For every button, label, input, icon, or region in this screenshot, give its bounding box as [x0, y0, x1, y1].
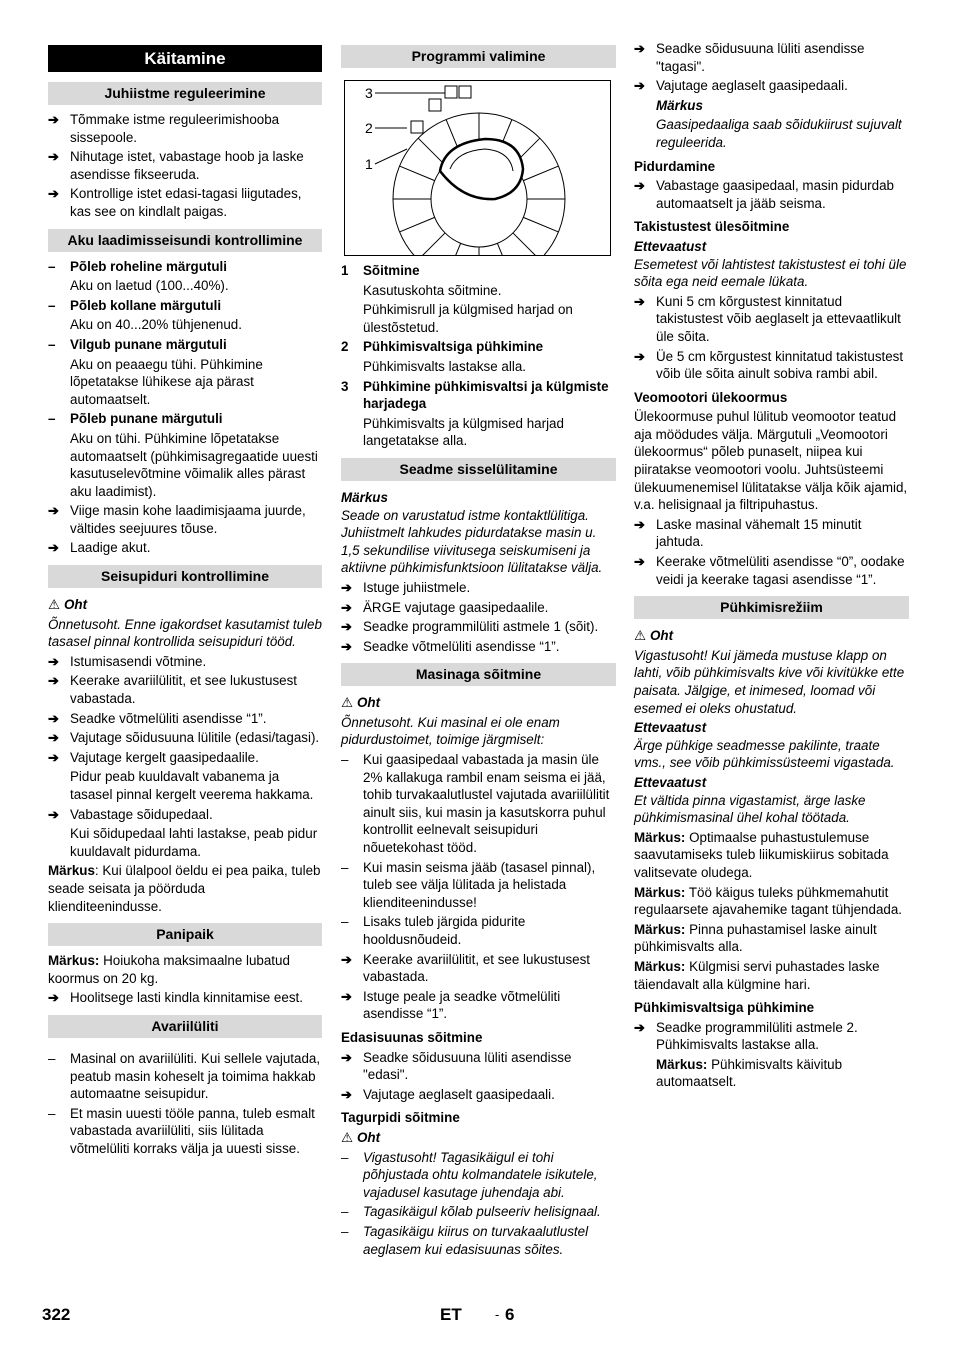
- step: ➔ Keerake võtmelüliti asendisse “0”, oodake veidi ja keerake tagasi asendisse “1”.: [634, 553, 909, 588]
- warning-label: ⚠ Oht: [634, 628, 674, 644]
- legend-item: 2 Pühkimisvaltsiga pühkimine: [341, 339, 544, 355]
- step: ➔ Kuni 5 cm kõrgustest kinnitatud takistustest võib aeglaselt ja ettevaatlikult üle sõita.: [634, 293, 909, 346]
- subheading: Pidurdamine: [634, 158, 716, 174]
- note: Märkus: Külgmisi servi puhastades laske täiendavalt alla külgmine hari.: [634, 958, 880, 992]
- note-label: Märkus: [341, 489, 388, 505]
- step: ➔ Seadke võtmelüliti asendisse “1”.: [341, 638, 616, 656]
- caution-label: Ettevaatust: [634, 774, 707, 790]
- dial-label-1: 1: [365, 156, 373, 172]
- warning-icon: ⚠: [48, 597, 61, 613]
- caution-text: Esemetest või lahtistest takistustest ei tohi üle sõita ega neid eemale lükata.: [634, 256, 907, 290]
- step: ➔ Seadke sõidusuuna lüliti asendisse "edasi".: [341, 1049, 616, 1084]
- list-text: Aku on tühi. Pühkimine lõpetatakse automaatselt (pühkimisagregaatide uuesti kasutuselevõtmine võimalik alles pärast aku laadimist).: [70, 430, 318, 499]
- section-heading: Panipaik: [48, 923, 322, 946]
- language-code: ET: [440, 1305, 462, 1324]
- column-1: [48, 45, 322, 1160]
- selector-dial-illustration: [345, 81, 610, 255]
- section-heading: Pühkimisrežiim: [634, 596, 909, 619]
- warning-icon: ⚠: [341, 695, 354, 711]
- note: Märkus: Töö käigus tuleks pühkmemahutit regulaarsete ajavahemike tagant tühjendada.: [634, 884, 903, 918]
- step: ➔ Laske masinal vähemalt 15 minutit jahtuda.: [634, 516, 909, 551]
- list-item: – Lisaks tuleb järgida pidurite hooldusnõudeid.: [341, 913, 616, 948]
- warning-label: ⚠ Oht: [341, 1129, 381, 1145]
- legend-text: Kasutuskohta sõitmine.: [363, 282, 502, 298]
- section-heading: Programmi valimine: [341, 45, 616, 68]
- warning-icon: ⚠: [341, 1129, 354, 1145]
- list-item: – Vilgub punane märgutuli: [48, 336, 322, 354]
- step: ➔ Istuge juhiistmele.: [341, 579, 616, 597]
- step: ➔ Laadige akut.: [48, 539, 322, 557]
- caution-label: Ettevaatust: [634, 238, 707, 254]
- step: ➔ Seadke programmilüliti astmele 1 (sõit).: [341, 618, 616, 636]
- subheading: Pühkimisvaltsiga pühkimine: [634, 1000, 815, 1016]
- section-page-number: 6: [505, 1305, 515, 1324]
- subheading: Edasisuunas sõitmine: [341, 1029, 483, 1045]
- section-heading: Avariilüliti: [48, 1015, 322, 1038]
- step: ➔ Vajutage aeglaselt gaasipedaali.: [634, 77, 909, 95]
- step: ➔ Vajutage kergelt gaasipedaalile.: [48, 749, 322, 767]
- list-item: – Et masin uuesti tööle panna, tuleb esmalt vabastada avariilüliti, siis lülitada võtmelüliti korraks välja ja uuesti sisse.: [48, 1105, 322, 1158]
- note: Märkus: Hoiukoha maksimaalne lubatud koormus on 20 kg.: [48, 953, 290, 986]
- step: ➔ Keerake avariilülitit, et see lukustusest vabastada.: [48, 672, 322, 707]
- list-text: Aku on peaaegu tühi. Pühkimine lõpetatakse lühikese aja pärast automaatselt.: [70, 356, 263, 407]
- warning-label: ⚠ Oht: [48, 597, 88, 613]
- legend-text: Pühkimisvalts lastakse alla.: [363, 358, 526, 374]
- footer-separator: -: [495, 1307, 500, 1322]
- step: ➔ Kontrollige istet edasi-tagasi liigutades, kas see on kindlalt paigas.: [48, 185, 322, 220]
- step: ➔ Viige masin kohe laadimisjaama juurde, vältides seejuures tõuse.: [48, 502, 322, 537]
- list-text: Aku on laetud (100...40%).: [70, 278, 229, 294]
- list-item: – Põleb punane märgutuli: [48, 410, 322, 428]
- legend-item: 1 Sõitmine: [341, 263, 420, 278]
- page-number: 322: [42, 1305, 71, 1324]
- note: Märkus: Pühkimisvalts käivitub automaatselt.: [656, 1056, 843, 1090]
- list-item: – Põleb roheline märgutuli: [48, 258, 322, 276]
- note: Märkus: Optimaalse puhastustulemuse saavutamiseks tuleb liikumiskiirus sobitada valitsevate oludega.: [634, 829, 889, 880]
- step: ➔ Üe 5 cm kõrgustest kinnitatud takistustest võib üle sõita ainult sobiva rambi abil.: [634, 348, 909, 383]
- note: Märkus: Kui ülalpool öeldu ei pea paika, tuleb seade seisata ja pöörduda klienditeenindusse.: [48, 863, 321, 914]
- note-label: Märkus: [656, 97, 703, 113]
- section-heading: Masinaga sõitmine: [341, 663, 616, 686]
- note-text: Seade on varustatud istme kontaktlülitiga. Juhiistmelt lahkudes pidurdatakse masin u. 1,5 sekundilise viivitusega seiskumiseni ja aktiivne pühkimisfunktsioon lülitatakse välja.: [341, 507, 603, 576]
- note-text: Gaasipedaaliga saab sõidukiirust sujuvalt reguleerida.: [656, 117, 902, 150]
- step: ➔ Seadke programmilüliti astmele 2. Pühkimisvalts lastakse alla.: [634, 1019, 909, 1054]
- dial-label-3: 3: [365, 85, 373, 101]
- column-2: [341, 45, 616, 1260]
- note: Märkus: Pinna puhastamisel laske ainult pühkimisvalts alla.: [634, 921, 877, 955]
- step: ➔ Hoolitsege lasti kindla kinnitamise eest.: [48, 989, 322, 1007]
- section-heading: Seadme sisselülitamine: [341, 458, 616, 481]
- step: ➔ Seadke võtmelüliti asendisse “1”.: [48, 710, 322, 728]
- legend-item: 3 Pühkimine pühkimisvaltsi ja külgmiste harjadega: [341, 378, 609, 412]
- subheading: Tagurpidi sõitmine: [341, 1110, 460, 1126]
- paragraph: Ülekoormuse puhul lülitub veomootor teatud aja möödudes välja. Märgutuli „Veomootori ülekoormus“ põleb punaselt, niipea kui piiratakse veomootori voolu. Juhtsüsteemi ülekuumenemisel lülitatakse välja kõik ajamid, v.a. helisignaal ja filtripuhastus.: [634, 409, 908, 513]
- caution-text: Et vältida pinna vigastamist, ärge laske pühkimismasinal ühel kohal töötada.: [634, 792, 866, 826]
- dial-label-2: 2: [365, 120, 373, 136]
- step: ➔ Vajutage aeglaselt gaasipedaali.: [341, 1086, 616, 1104]
- warning-text: Vigastusoht! Kui jämeda mustuse klapp on lahti, võib pühkimisvalts kive või kivitükke ette paisata. Jälgige, et inimesed, loomad või esemed ei oleks ohustatud.: [634, 647, 905, 716]
- list-item: – Põleb kollane märgutuli: [48, 297, 322, 315]
- step-text: Pidur peab kuuldavalt vabanema ja tasasel pinnal kergelt veerema hakkama.: [70, 769, 314, 802]
- warning-text: Õnnetusoht. Kui masinal ei ole enam pidurdustoimet, toimige järgmiselt:: [341, 714, 560, 748]
- legend-text: Pühkimisvalts ja külgmised harjad langetatakse alla.: [363, 415, 564, 449]
- step: ➔ Seadke sõidusuuna lüliti asendisse "tagasi".: [634, 40, 909, 75]
- list-item: – Kui masin seisma jääb (tasasel pinnal), tuleb see välja lülitada ja helistada klienditeenindusse!: [341, 859, 616, 912]
- step: ➔ Vabastage sõidupedaal.: [48, 806, 322, 824]
- step: ➔ ÄRGE vajutage gaasipedaalile.: [341, 599, 616, 617]
- list-item: – Vigastusoht! Tagasikäigul ei tohi põhjustada ohtu kolmandatele isikutele, vajadusel kasutage juhendaja abi.: [341, 1149, 616, 1202]
- page-title: Käitamine: [48, 45, 322, 72]
- list-item: – Tagasikäigu kiirus on turvakaalutlustel aeglasem kui edasisuunas sõites.: [341, 1223, 616, 1258]
- column-3: [634, 40, 909, 1093]
- step: ➔ Vajutage sõidusuuna lülitile (edasi/tagasi).: [48, 729, 322, 747]
- step: ➔ Keerake avariilülitit, et see lukustusest vabastada.: [341, 951, 616, 986]
- step: ➔ Tõmmake istme reguleerimishooba sissepoole.: [48, 111, 322, 146]
- caution-label: Ettevaatust: [634, 720, 707, 736]
- caution-text: Ärge pühkige seadmesse pakilinte, traate vms., see võib pühkimissüsteemi vigastada.: [634, 737, 895, 771]
- list-item: – Masinal on avariilüliti. Kui sellele vajutada, peatub masin koheselt ja toimima hakkab automaatne seisupidur.: [48, 1050, 322, 1103]
- list-item: – Tagasikäigul kõlab pulseeriv helisignaal.: [341, 1203, 616, 1221]
- list-item: – Kui gaasipedaal vabastada ja masin üle 2% kallakuga rambil enam seisma ei jää, tohib turvakaalutlustel vajutada avariilülitit ainult siis, kui masin ja kasutskorra puhul kontrollit eelnevalt seisupiduri nõuetekohast tööd.: [341, 751, 616, 857]
- subheading: Veomootori ülekoormus: [634, 389, 788, 405]
- warning-text: Õnnetusoht. Enne igakordset kasutamist tuleb tasasel pinnal kontrollida seisupiduri tööd.: [48, 616, 322, 650]
- subheading: Takistustest ülesõitmine: [634, 219, 790, 235]
- section-heading: Juhiistme reguleerimine: [48, 82, 322, 105]
- warning-icon: ⚠: [634, 628, 647, 644]
- step: ➔ Nihutage istet, vabastage hoob ja laske asendisse fikseeruda.: [48, 148, 322, 183]
- step: ➔ Istuge peale ja seadke võtmelüliti asendisse “1”.: [341, 988, 616, 1023]
- program-selector-diagram: [344, 80, 611, 256]
- list-text: Aku on 40...20% tühjenenud.: [70, 317, 242, 333]
- section-heading: Aku laadimisseisundi kontrollimine: [48, 229, 322, 252]
- step: ➔ Istumisasendi võtmine.: [48, 653, 322, 671]
- legend-text: Pühkimisrull ja külgmised harjad on ülestõstetud.: [363, 302, 573, 335]
- warning-label: ⚠ Oht: [341, 695, 381, 711]
- step-text: Kui sõidupedaal lahti lastakse, peab pidur kuuldavalt pidurdama.: [70, 826, 318, 859]
- section-heading: Seisupiduri kontrollimine: [48, 565, 322, 588]
- step: ➔ Vabastage gaasipedaal, masin pidurdab automaatselt ja jääb seisma.: [634, 177, 909, 212]
